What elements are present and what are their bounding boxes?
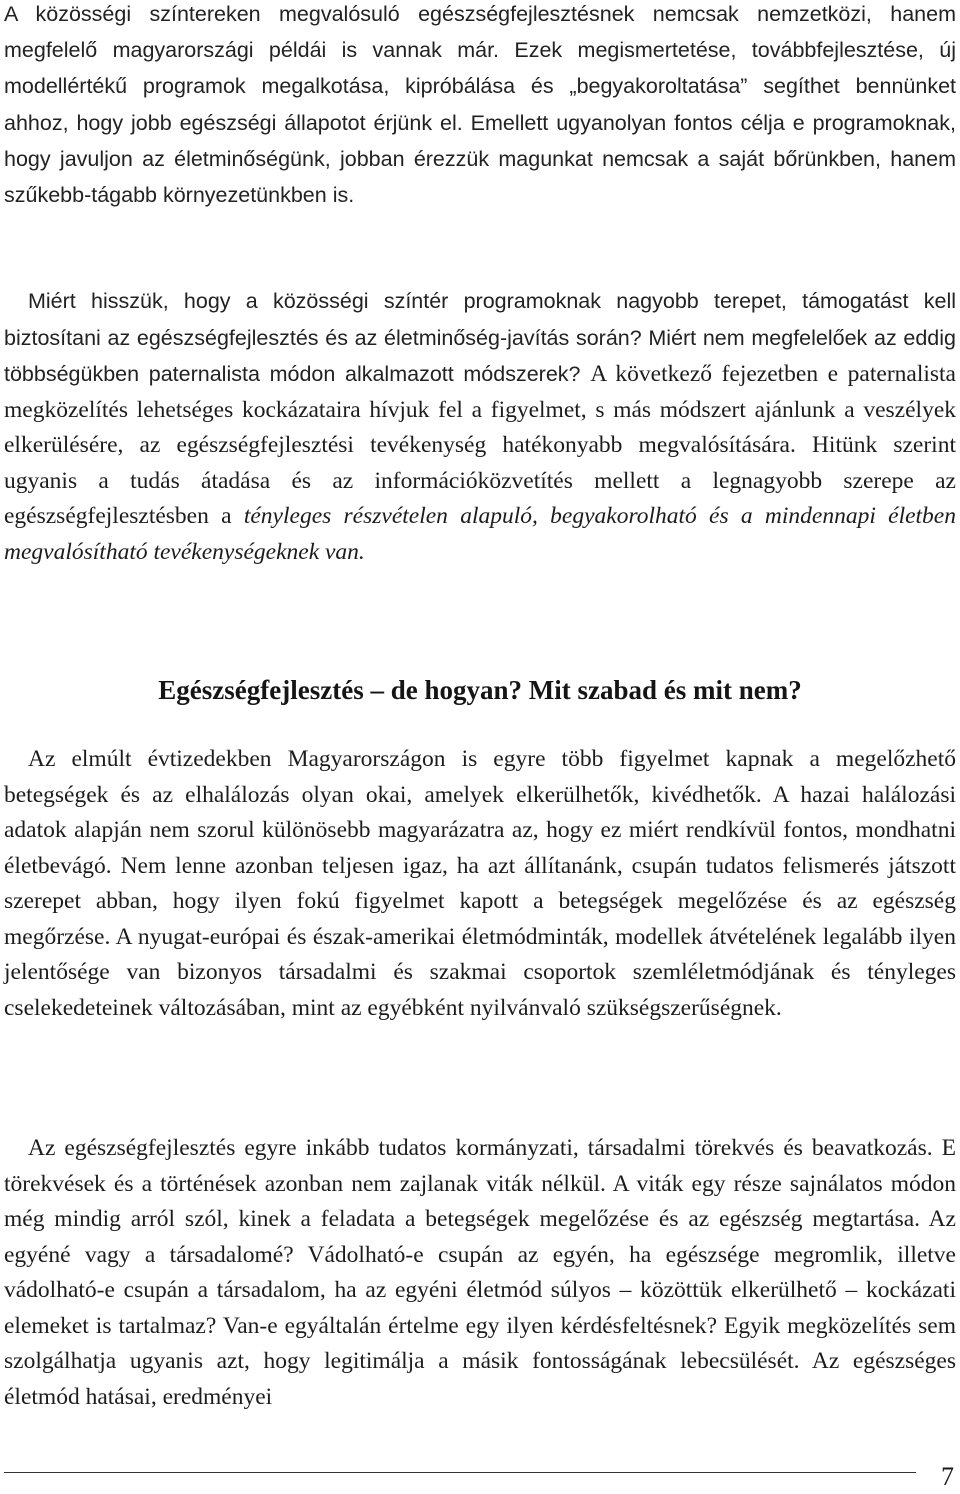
paragraph-why [0,283,960,570]
paragraph-government-text: Az egészségfejlesztés egyre inkább tudatos kormányzati, társadalmi törekvés és beavatkozás. E törekvések és a történések azonban nem zajlanak viták nélkül. A viták egy része sajnálatos módon még mindig arról szól, kinek a feladata a betegségek megelőzése és az egészség megtartása. Az egyéné vagy a társadalomé? Vádolható-e csupán az egyén, ha egészsége megromlik, illetve vádolható-e csupán a társadalom, ha az egyéni életmód súlyos – közöttük elkerülhető – kockázati elemeket is tartalmaz? Van-e egyáltalán értelme egy ilyen kérdésfeltésnek? Egyik megközelítés sem szolgálhatja ugyanis azt, hogy legitimálja a másik fontosságának lebecsülését. Az egészséges életmód hatásai, eredményei [4,1135,956,1410]
paragraph-government [0,1131,960,1415]
footer-rule [4,1472,916,1473]
paragraph-intro-text: A közösségi színtereken megvalósuló egészségfejlesztésnek nemcsak nemzetközi, hanem megfelelő magyarországi példái is vannak már. Ezek megismertetése, továbbfejlesztése, új modellértékű programok megalkotása, kipróbálása és „begyakoroltatása” segíthet bennünket ahhoz, hogy jobb egészségi állapotot érjünk el. Emellett ugyanolyan fontos célja e programoknak, hogy javuljon az életminőségünk, jobban érezzük magunkat nemcsak a saját bőrünkben, hanem szűkebb-tágabb környezetünkben is. [4,2,956,208]
paragraph-why-sans-text: Miért hisszük, hogy a közösségi színtér programoknak nagyobb terepet, támogatást kell biztosítani az egészségfejlesztés és az életminőség-javítás során? Miért nem megfelelőek az eddig többségükben paternalista módon alkalmazott módszerek? [4,289,956,386]
paragraph-why-serif-text: A következő fejezetben e paternalista megközelítés lehetséges kockázataira hívjuk fel a figyelmet, s más módszert ajánlunk a veszélyek elkerülésére, az egészségfejlesztési tevékenység hatékonyabb megvalósítására. Hitünk szerint ugyanis a tudás átadása és az információközvetítés mellett a legnagyobb szerepe az egészségfejlesztésben a [4,361,956,529]
page-number: 7 [941,1462,954,1491]
paragraph-intro [0,0,960,213]
paragraph-why-emphasis: tényleges részvételen alapuló, begyakorolható és a mindennapi életben megvalósítható tevékenységeknek van. [4,503,956,565]
section-heading: Egészségfejlesztés – de hogyan? Mit szabad és mit nem? [158,675,802,705]
paragraph-decades [0,742,960,1026]
paragraph-decades-text: Az elmúlt évtizedekben Magyarországon is egyre több figyelmet kapnak a megelőzhető betegségek és az elhalálozás olyan okai, amelyek elkerülhetők, kivédhetők. A hazai halálozási adatok alapján nem szorul különösebb magyarázatra az, hogy ez miért rendkívül fontos, mondhatni életbevágó. Nem lenne azonban teljesen igaz, ha azt állítanánk, csupán tudatos felismerés játszott szerepet abban, hogy ilyen fokú figyelmet kapott a betegségek megelőzése és az egészség megőrzése. A nyugat-európai és észak-amerikai életmódminták, modellek átvételének legalább ilyen jelentősége van bizonyos társadalmi és szakmai csoportok szemléletmódjának és tényleges cselekedeteinek változásában, mint az egyébként nyilvánvaló szükségszerűségnek. [4,746,956,1021]
